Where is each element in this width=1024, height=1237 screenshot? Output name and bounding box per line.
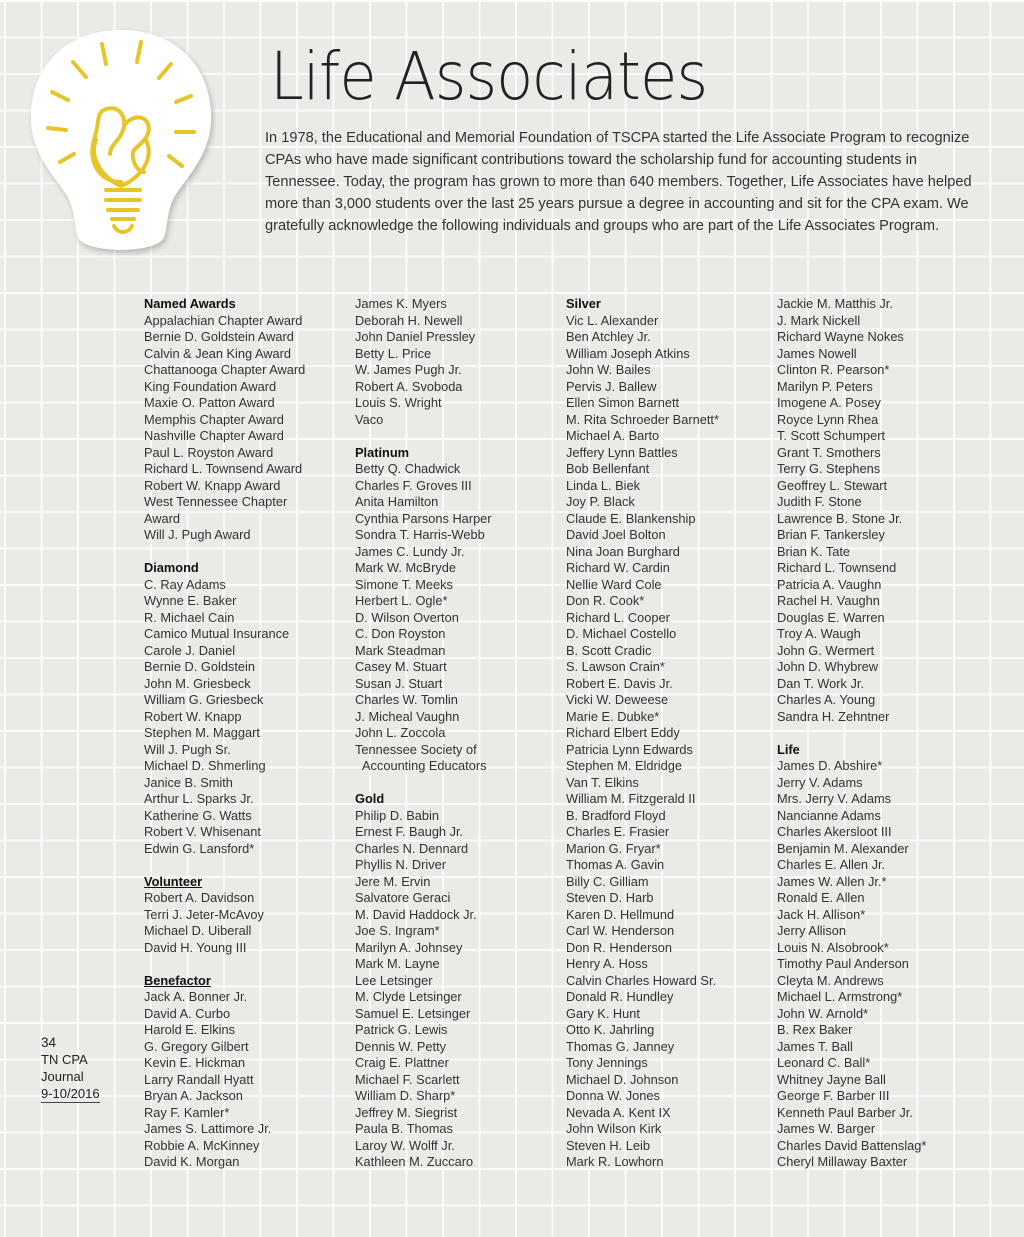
- member-name: D. Wilson Overton: [355, 609, 459, 625]
- tier-heading: Platinum: [355, 444, 410, 460]
- member-name: Paul L. Royston Award: [144, 444, 274, 460]
- member-name: Rachel H. Vaughn: [777, 593, 880, 608]
- member-name: C. Don Royston: [355, 626, 446, 641]
- member-name: Camico Mutual Insurance: [144, 626, 290, 641]
- member-name: Charles Akersloot III: [777, 824, 892, 839]
- member-name: Marilyn A. Johnsey: [355, 939, 463, 955]
- page-footer: [41, 1034, 100, 1103]
- member-name: Robert A. Davidson: [144, 890, 255, 905]
- member-name: Samuel E. Letsinger: [355, 1005, 471, 1021]
- member-name: Jack H. Allison*: [777, 906, 866, 922]
- member-name: Herbert L. Ogle*: [355, 593, 448, 608]
- member-name: Bernie D. Goldstein: [144, 659, 255, 674]
- member-name: Kevin E. Hickman: [144, 1055, 245, 1070]
- member-name: Richard Elbert Eddy: [566, 725, 680, 740]
- member-name: Ronald E. Allen: [777, 890, 865, 905]
- member-name: David H. Young III: [144, 939, 247, 955]
- member-name: S. Lawson Crain*: [566, 659, 665, 674]
- page-title: Life Associates: [270, 38, 708, 115]
- tier-heading: Benefactor: [144, 972, 211, 988]
- member-name: Van T. Elkins: [566, 774, 639, 790]
- member-name: Arthur L. Sparks Jr.: [144, 791, 254, 806]
- member-name: Richard Wayne Nokes: [777, 329, 904, 344]
- member-name: Grant T. Smothers: [777, 444, 881, 460]
- page-number: 34: [41, 1035, 57, 1050]
- member-name: Don R. Cook*: [566, 593, 645, 608]
- member-name: Louis S. Wright: [355, 395, 442, 410]
- member-name: Michael D. Johnson: [566, 1071, 679, 1087]
- member-name: Troy A. Waugh: [777, 626, 861, 641]
- member-name: Karen D. Hellmund: [566, 906, 675, 922]
- member-name: Ernest F. Baugh Jr.: [355, 824, 464, 839]
- member-name: Harold E. Elkins: [144, 1022, 236, 1037]
- member-name: Tony Jennings: [566, 1055, 648, 1070]
- member-name: William Joseph Atkins: [566, 345, 690, 361]
- member-name: Lee Letsinger: [355, 972, 433, 988]
- member-name: Douglas E. Warren: [777, 609, 885, 625]
- member-name: Brian K. Tate: [777, 543, 851, 559]
- member-name: Leonard C. Ball*: [777, 1055, 871, 1070]
- member-name: George F. Barber III: [777, 1088, 890, 1103]
- member-name: Gary K. Hunt: [566, 1005, 640, 1021]
- member-name: Michael L. Armstrong*: [777, 989, 903, 1004]
- member-name: J. Mark Nickell: [777, 312, 861, 328]
- member-name: Charles David Battenslag*: [777, 1137, 927, 1153]
- member-name: Tennessee Society of: [355, 741, 477, 757]
- member-name: John Daniel Pressley: [355, 329, 476, 344]
- member-name: Robert W. Knapp Award: [144, 477, 281, 493]
- member-name: Steven D. Harb: [566, 890, 654, 905]
- member-name: Carl W. Henderson: [566, 923, 675, 938]
- tier-group: [144, 560, 349, 857]
- member-name: Vic L. Alexander: [566, 312, 659, 328]
- member-name: C. Ray Adams: [144, 576, 226, 592]
- member-name: Joe S. Ingram*: [355, 923, 440, 938]
- member-name: Carole J. Daniel: [144, 642, 236, 658]
- member-name: John M. Griesbeck: [144, 675, 251, 691]
- member-name: Calvin & Jean King Award: [144, 345, 292, 361]
- member-name: Chattanooga Chapter Award: [144, 362, 306, 377]
- member-name: Accounting Educators: [362, 758, 487, 773]
- intro-paragraph: In 1978, the Educational and Memorial Foundation of TSCPA started the Life Associate Program to recognize CPAs who have made significant contributions toward the scholarship fund for accounting students in Tennessee. Today, the program has grown to more than 640 members. Together, Life Associates have helped more than 3,000 students over the last 25 years pursue a degree in accounting and sit for the CPA exam. We gratefully acknowledge the following individuals and groups who are part of the Life Associates Program.: [265, 130, 972, 234]
- column-1: [144, 296, 349, 1187]
- member-name: Brian F. Tankersley: [777, 527, 885, 542]
- lightbulb-sticker: [26, 22, 216, 262]
- member-name: Lawrence B. Stone Jr.: [777, 510, 903, 526]
- member-name: West Tennessee Chapter: [144, 494, 288, 509]
- member-name: Paula B. Thomas: [355, 1121, 453, 1136]
- member-name: B. Bradford Floyd: [566, 807, 666, 823]
- member-name: Vaco: [355, 411, 384, 427]
- member-name: Jerry Allison: [777, 923, 846, 938]
- member-name: Anita Hamilton: [355, 494, 439, 509]
- member-name: Imogene A. Posey: [777, 395, 881, 410]
- member-name: M. Rita Schroeder Barnett*: [566, 411, 719, 427]
- tier-heading: Named Awards: [144, 296, 236, 311]
- member-name: John Wilson Kirk: [566, 1121, 662, 1136]
- member-name: Louis N. Alsobrook*: [777, 939, 889, 955]
- member-name: Donna W. Jones: [566, 1088, 660, 1103]
- member-name: James S. Lattimore Jr.: [144, 1121, 272, 1136]
- lightbulb-icon: [26, 22, 216, 262]
- member-name: B. Rex Baker: [777, 1022, 853, 1037]
- member-name: Charles N. Dennard: [355, 840, 469, 856]
- member-name: Charles A. Young: [777, 692, 876, 707]
- member-name: William G. Griesbeck: [144, 692, 264, 707]
- member-name: William M. Fitzgerald II: [566, 791, 696, 806]
- member-name: Robert W. Knapp: [144, 708, 242, 724]
- member-name: Richard L. Townsend: [777, 560, 897, 575]
- member-name: Phyllis N. Driver: [355, 857, 447, 872]
- tier-heading: Life: [777, 741, 800, 757]
- tier-heading: Gold: [355, 791, 385, 806]
- member-name: Nina Joan Burghard: [566, 543, 680, 559]
- member-name: Marie E. Dubke*: [566, 708, 660, 724]
- member-name: Mark Steadman: [355, 642, 446, 658]
- member-name: Vicki W. Deweese: [566, 692, 669, 707]
- member-name: David A. Curbo: [144, 1005, 231, 1021]
- member-name: Nevada A. Kent IX: [566, 1104, 671, 1120]
- tier-heading: Volunteer: [144, 873, 203, 889]
- member-name: Jeffery Lynn Battles: [566, 444, 678, 460]
- member-name: Pervis J. Ballew: [566, 378, 657, 394]
- tier-heading: Diamond: [144, 560, 199, 575]
- member-name: Michael A. Barto: [566, 428, 660, 443]
- member-name: Charles E. Frasier: [566, 824, 670, 839]
- column-3: [566, 296, 771, 1187]
- member-name: Nancianne Adams: [777, 807, 881, 823]
- member-name: Charles F. Groves III: [355, 477, 472, 493]
- tier-group: [777, 742, 982, 1171]
- member-name: R. Michael Cain: [144, 609, 235, 625]
- member-name: John W. Arnold*: [777, 1005, 869, 1021]
- member-name: Jere M. Ervin: [355, 873, 431, 889]
- member-name: Maxie O. Patton Award: [144, 395, 275, 410]
- member-name: Thomas A. Gavin: [566, 857, 665, 872]
- member-name: Richard W. Cardin: [566, 560, 670, 575]
- member-name: Will J. Pugh Sr.: [144, 741, 231, 757]
- member-name: W. James Pugh Jr.: [355, 362, 462, 377]
- member-name: Claude E. Blankenship: [566, 510, 696, 526]
- tier-group: [355, 296, 560, 428]
- member-name: Deborah H. Newell: [355, 312, 463, 328]
- column-4: [777, 296, 982, 1187]
- member-name: Michael F. Scarlett: [355, 1071, 460, 1087]
- member-name: Michael D. Uiberall: [144, 923, 252, 938]
- member-name: B. Scott Cradic: [566, 642, 652, 658]
- member-name: T. Scott Schumpert: [777, 428, 886, 443]
- member-name: Thomas G. Janney: [566, 1038, 675, 1054]
- member-name: Ray F. Kamler*: [144, 1104, 230, 1120]
- member-name: Donald R. Hundley: [566, 989, 674, 1004]
- member-name: Patricia Lynn Edwards: [566, 741, 693, 757]
- tier-group: [144, 874, 349, 957]
- member-name: Joy P. Black: [566, 494, 635, 509]
- issue-date: 9-10/2016: [41, 1086, 100, 1101]
- member-name: Patrick G. Lewis: [355, 1022, 448, 1037]
- member-name: Cynthia Parsons Harper: [355, 510, 492, 526]
- member-name: King Foundation Award: [144, 378, 277, 394]
- publication-name: TN CPA: [41, 1052, 88, 1067]
- tier-group: [355, 445, 560, 775]
- member-name: Steven H. Leib: [566, 1137, 650, 1153]
- member-name: Memphis Chapter Award: [144, 411, 284, 427]
- member-name: Linda L. Biek: [566, 477, 640, 493]
- member-name: Robert V. Whisenant: [144, 824, 261, 839]
- member-name: Royce Lynn Rhea: [777, 411, 879, 427]
- member-name: Betty Q. Chadwick: [355, 461, 461, 476]
- member-name: D. Michael Costello: [566, 626, 677, 641]
- member-name: Calvin Charles Howard Sr.: [566, 972, 717, 988]
- member-name: Robert E. Davis Jr.: [566, 675, 673, 691]
- publication-name-line2: Journal: [41, 1069, 84, 1084]
- member-name: G. Gregory Gilbert: [144, 1038, 249, 1054]
- member-name: James W. Allen Jr.*: [777, 873, 887, 889]
- member-name: Mark M. Layne: [355, 956, 440, 971]
- member-name: Stephen M. Maggart: [144, 725, 260, 740]
- member-name: James T. Ball: [777, 1038, 853, 1054]
- tier-group: [144, 973, 349, 1171]
- member-name: Craig E. Plattner: [355, 1055, 449, 1070]
- tier-group: [144, 296, 349, 544]
- member-name: Benjamin M. Alexander: [777, 840, 909, 856]
- member-name: Sandra H. Zehntner: [777, 708, 890, 724]
- member-name: Jack A. Bonner Jr.: [144, 989, 248, 1004]
- member-name: Bob Bellenfant: [566, 461, 650, 476]
- member-name: Stephen M. Eldridge: [566, 758, 682, 773]
- member-name: Marion G. Fryar*: [566, 840, 661, 856]
- member-name: Cleyta M. Andrews: [777, 972, 884, 988]
- member-name: James K. Myers: [355, 296, 447, 311]
- member-name: Betty L. Price: [355, 345, 432, 361]
- member-name: Richard L. Cooper: [566, 609, 670, 625]
- member-name: Philip D. Babin: [355, 807, 439, 823]
- member-name: Whitney Jayne Ball: [777, 1071, 886, 1087]
- member-name: James Nowell: [777, 345, 857, 361]
- member-name: Charles E. Allen Jr.: [777, 857, 886, 872]
- tier-group: [355, 791, 560, 1171]
- member-name: John W. Bailes: [566, 362, 651, 377]
- member-name: Bernie D. Goldstein Award: [144, 329, 294, 344]
- member-name: Cheryl Millaway Baxter: [777, 1154, 908, 1169]
- member-name: Geoffrey L. Stewart: [777, 477, 888, 493]
- member-name: Ellen Simon Barnett: [566, 395, 680, 410]
- member-name: Wynne E. Baker: [144, 593, 237, 608]
- member-name: Terri J. Jeter-McAvoy: [144, 906, 264, 922]
- member-name: Richard L. Townsend Award: [144, 461, 303, 476]
- member-name: David Joel Bolton: [566, 527, 666, 542]
- member-name: Don R. Henderson: [566, 939, 672, 955]
- member-name: Janice B. Smith: [144, 774, 233, 790]
- member-name: Nellie Ward Cole: [566, 576, 662, 592]
- member-name: Otto K. Jahrling: [566, 1022, 655, 1037]
- member-name: Ben Atchley Jr.: [566, 329, 651, 344]
- member-name: John D. Whybrew: [777, 659, 878, 674]
- member-name: Terry G. Stephens: [777, 461, 881, 476]
- member-name: Mark R. Lowhorn: [566, 1154, 664, 1169]
- member-name: J. Micheal Vaughn: [355, 708, 460, 724]
- member-name: M. Clyde Letsinger: [355, 989, 462, 1004]
- member-name: Michael D. Shmerling: [144, 758, 266, 773]
- member-name: Sondra T. Harris-Webb: [355, 527, 485, 542]
- member-name: Larry Randall Hyatt: [144, 1071, 254, 1087]
- member-name: Henry A. Hoss: [566, 956, 648, 971]
- member-name: Edwin G. Lansford*: [144, 840, 255, 856]
- member-name: Jackie M. Matthis Jr.: [777, 296, 893, 311]
- member-name: David K. Morgan: [144, 1154, 240, 1169]
- member-name: James D. Abshire*: [777, 758, 883, 773]
- member-name: Kathleen M. Zuccaro: [355, 1154, 474, 1169]
- member-name: Dennis W. Petty: [355, 1038, 447, 1054]
- member-name: Katherine G. Watts: [144, 807, 252, 823]
- member-name: John G. Wermert: [777, 642, 875, 658]
- tier-heading: Silver: [566, 296, 601, 311]
- member-name: Mark W. McBryde: [355, 560, 456, 575]
- member-name: Nashville Chapter Award: [144, 428, 284, 443]
- member-name: James C. Lundy Jr.: [355, 543, 465, 559]
- member-name: Dan T. Work Jr.: [777, 675, 864, 691]
- member-name: Salvatore Geraci: [355, 890, 451, 905]
- member-name: Bryan A. Jackson: [144, 1088, 243, 1103]
- member-name: Casey M. Stuart: [355, 659, 447, 674]
- member-name: M. David Haddock Jr.: [355, 906, 477, 922]
- member-name: Jerry V. Adams: [777, 774, 863, 790]
- member-name: Jeffrey M. Siegrist: [355, 1104, 458, 1120]
- member-name: Timothy Paul Anderson: [777, 956, 909, 971]
- member-name: Susan J. Stuart: [355, 675, 443, 691]
- member-name: Award: [144, 510, 181, 526]
- member-name: William D. Sharp*: [355, 1088, 456, 1103]
- member-name: Robert A. Svoboda: [355, 378, 463, 394]
- member-name: Mrs. Jerry V. Adams: [777, 791, 892, 806]
- tier-group: [777, 296, 982, 725]
- member-name: Simone T. Meeks: [355, 576, 453, 592]
- member-name: John L. Zoccola: [355, 725, 446, 740]
- member-name: Judith F. Stone: [777, 494, 862, 509]
- member-name: Charles W. Tomlin: [355, 692, 458, 707]
- tier-group: [566, 296, 771, 1171]
- member-name: Robbie A. McKinney: [144, 1137, 260, 1153]
- member-name: Billy C. Gilliam: [566, 873, 649, 889]
- member-name: Patricia A. Vaughn: [777, 576, 882, 592]
- member-name: Laroy W. Wolff Jr.: [355, 1137, 455, 1153]
- member-name: Clinton R. Pearson*: [777, 362, 890, 377]
- member-name: James W. Barger: [777, 1121, 876, 1136]
- member-name: Appalachian Chapter Award: [144, 312, 303, 328]
- member-name: Marilyn P. Peters: [777, 378, 873, 394]
- member-name: Will J. Pugh Award: [144, 527, 251, 542]
- column-2: [355, 296, 560, 1187]
- member-name: Kenneth Paul Barber Jr.: [777, 1104, 913, 1120]
